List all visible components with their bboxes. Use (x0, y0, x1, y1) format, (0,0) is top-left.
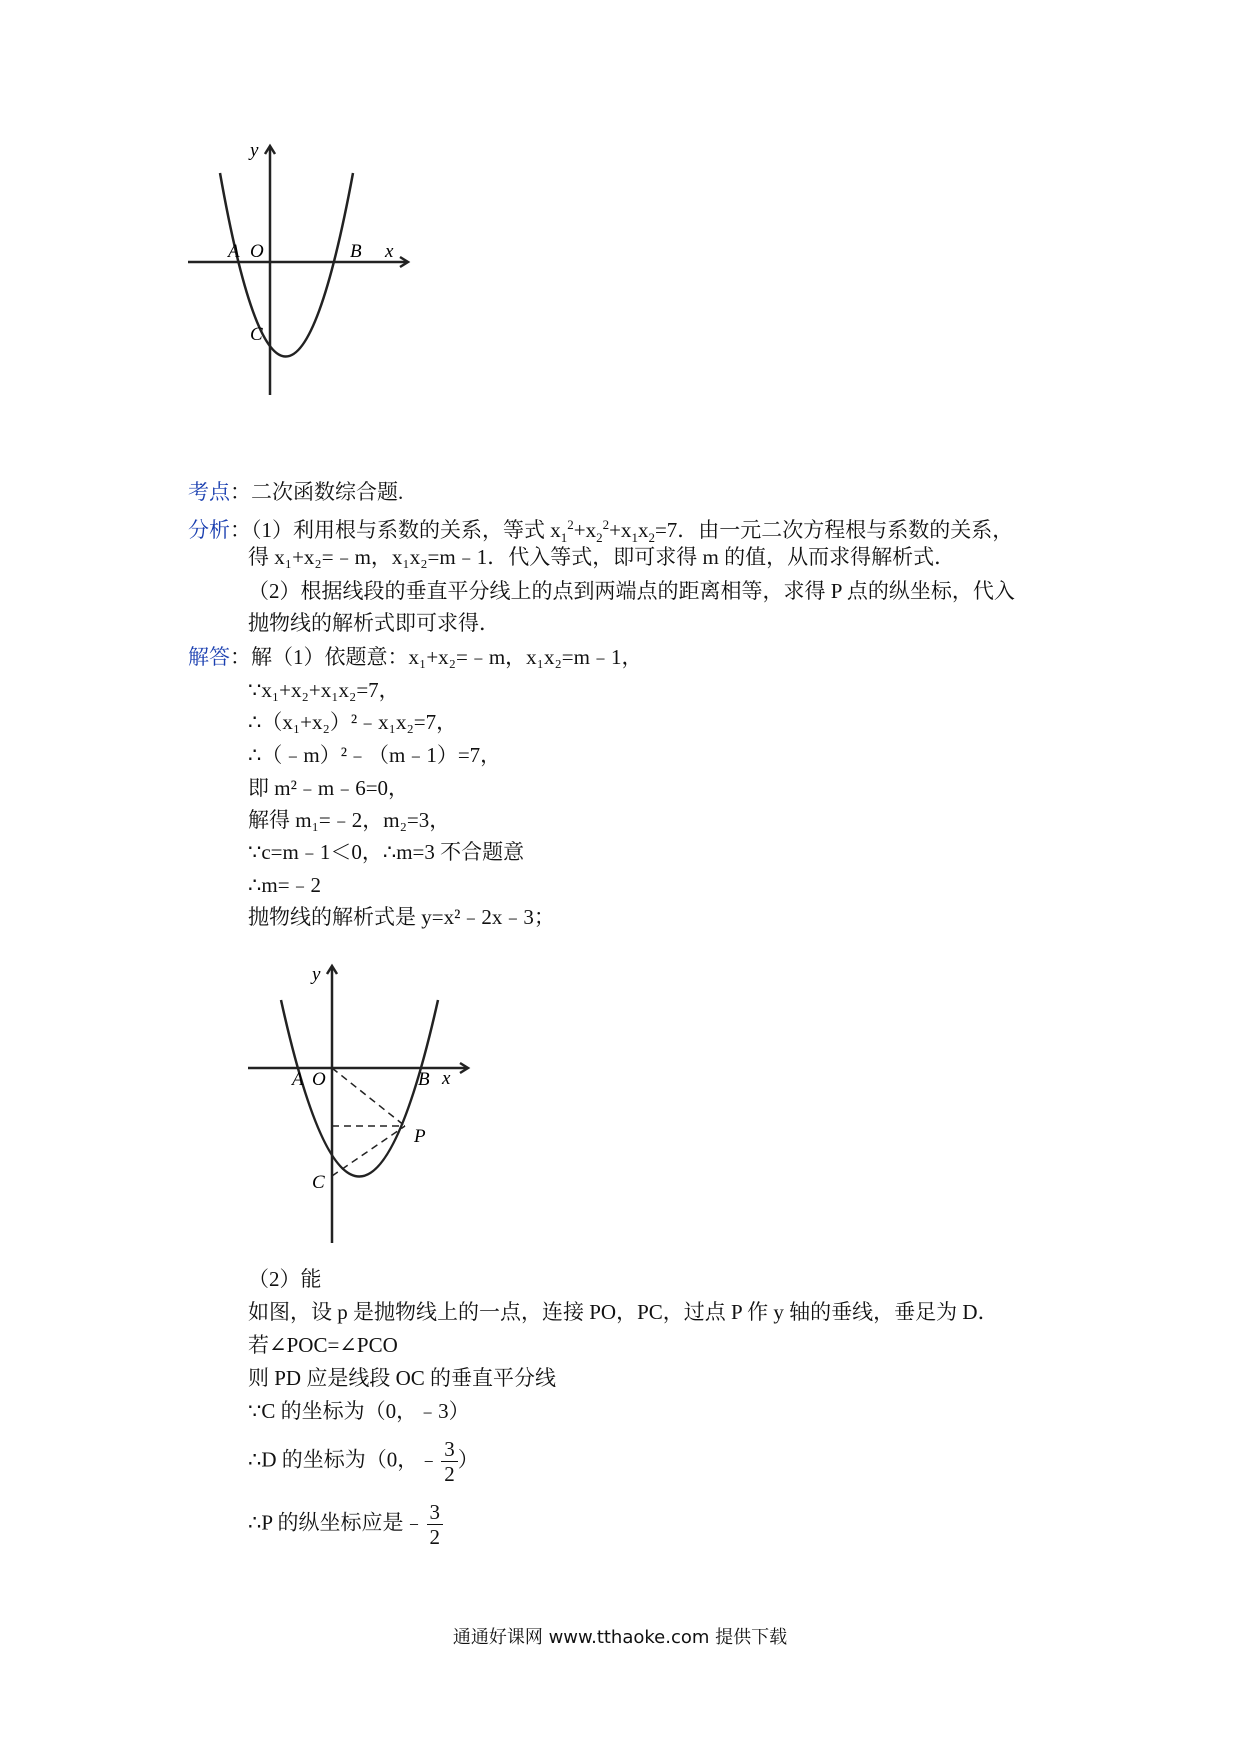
label-O: O (250, 241, 264, 262)
jieda-text-0: 解（1）依题意：x₁+x₂=﹣m，x₁x₂=m﹣1， (251, 645, 643, 669)
part2-line-3: 则 PD 应是线段 OC 的垂直平分线 (248, 1366, 557, 1390)
fenxi-text-1d: x (637, 518, 649, 542)
fenxi-label: 分析 (188, 518, 230, 542)
segment-PO (332, 1068, 405, 1126)
fenxi-text-1b: +x (573, 518, 597, 542)
jieda-label: 解答 (188, 645, 230, 669)
part2-line-0: （2）能 (248, 1267, 322, 1291)
fenxi-text-1a: （1）利用根与系数的关系，等式 x (251, 518, 561, 542)
fraction-3-over-2 (427, 1500, 444, 1549)
label-O: O (312, 1069, 326, 1090)
part2-line-4: ∵C 的坐标为（0，﹣3） (248, 1399, 470, 1423)
fenxi-line-3: （2）根据线段的垂直平分线上的点到两端点的距离相等，求得 P 点的纵坐标，代入 (248, 579, 1015, 603)
parabola-figure-2 (242, 958, 502, 1258)
segment-PC (332, 1126, 405, 1176)
fraction-denominator: 2 (444, 1462, 455, 1486)
fenxi-line-1: 分析：（1）利用根与系数的关系，等式 $x_1^2+x_2^2+x_1x_2=7$．由一元二次方程根与系数的关系， (188, 517, 1014, 546)
fraction-denominator: 2 (429, 1525, 441, 1549)
jieda-line-5: 解得 m₁=﹣2，m₂=3， (248, 808, 451, 832)
part2-line-2: 若∠POC=∠PCO (248, 1333, 398, 1357)
jieda-line-7: ∴m=﹣2 (248, 873, 322, 897)
d-coordinate-line (248, 1437, 479, 1486)
label-B: B (350, 241, 362, 262)
parabola-figure-1 (180, 140, 440, 440)
jieda-line-8: 抛物线的解析式是 y=x²﹣2x﹣3； (248, 905, 555, 929)
jieda-sep: ： (230, 645, 251, 669)
jieda-line-2: ∴（x₁+x₂）²﹣x₁x₂=7， (248, 710, 458, 734)
parabola-curve (220, 173, 353, 357)
jieda-line-1: ∵x₁+x₂+x₁x₂=7， (248, 678, 400, 702)
p-ordinate-line (248, 1500, 443, 1549)
d-line-suffix: ） (457, 1447, 479, 1472)
jieda-line-4: 即 m²﹣m﹣6=0， (248, 776, 410, 800)
label-x: x (385, 241, 394, 262)
jieda-line-6: ∵c=m﹣1＜0，∴m=3 不合题意 (248, 840, 525, 864)
jieda-line-3: ∴（﹣m）²﹣（m﹣1）=7， (248, 743, 502, 767)
fraction-numerator: 3 (427, 1500, 444, 1525)
page-footer: 通通好课网 www.tthaoke.com 提供下载 (452, 1627, 788, 1648)
label-A: A (228, 241, 240, 262)
label-y: y (312, 964, 321, 985)
label-x: x (442, 1068, 451, 1089)
fenxi-line-2: 得 x₁+x₂=﹣m，x₁x₂=m﹣1．代入等式，即可求得 m 的值，从而求得解析式． (248, 545, 956, 569)
kaodian-text: 二次函数综合题. (251, 480, 404, 504)
p-line-prefix: ∴P 的纵坐标应是﹣ (248, 1510, 425, 1535)
label-B: B (418, 1069, 430, 1090)
label-C: C (250, 324, 263, 345)
d-line-prefix: ∴D 的坐标为（0，﹣ (248, 1447, 440, 1472)
fenxi-text-1e: =7．由一元二次方程根与系数的关系， (654, 518, 1014, 542)
label-y: y (250, 140, 259, 161)
fenxi-text-1c: +x (609, 518, 632, 542)
fenxi-sep: ： (230, 518, 251, 542)
label-P: P (414, 1126, 426, 1147)
jieda-line-0 (188, 643, 642, 671)
kaodian-sep: ： (230, 480, 251, 504)
parabola-curve (281, 1000, 438, 1177)
kaodian-line (188, 478, 403, 506)
fraction-3-over-2 (441, 1437, 458, 1486)
label-C: C (312, 1172, 325, 1193)
kaodian-label: 考点 (188, 480, 230, 504)
fraction-numerator: 3 (441, 1437, 458, 1462)
label-A: A (292, 1069, 304, 1090)
part2-line-1: 如图，设 p 是抛物线上的一点，连接 PO，PC，过点 P 作 y 轴的垂线，垂足为 D． (248, 1300, 999, 1324)
fenxi-line-4: 抛物线的解析式即可求得． (248, 611, 500, 635)
